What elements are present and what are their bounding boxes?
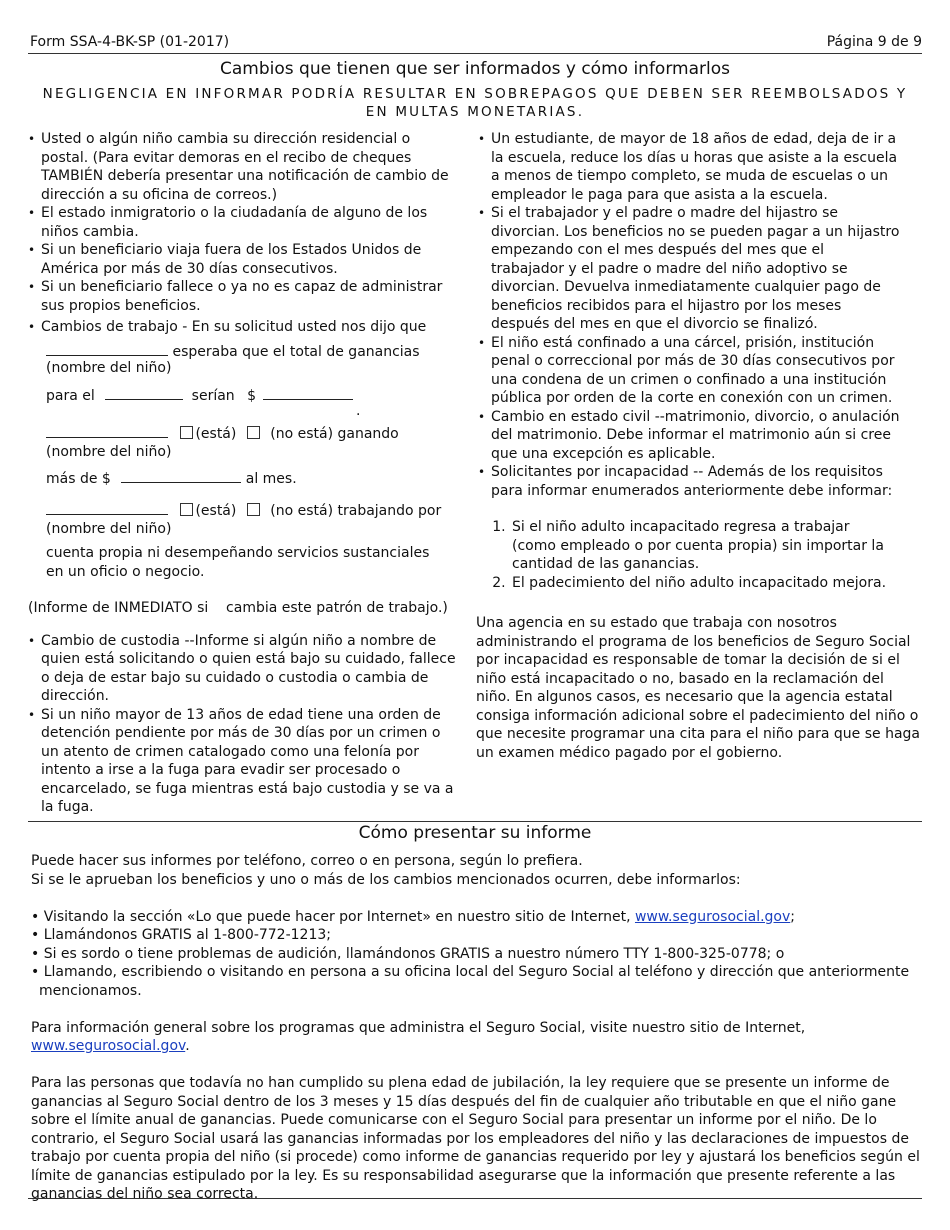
for-the-label: para el <box>46 388 95 404</box>
self-employed-line-2: en un oficio o negocio. <box>46 563 205 580</box>
form-id: Form SSA-4-BK-SP (01-2017) <box>30 34 230 50</box>
list-item: • El niño está confinado a una cárcel, prisión, institución penal o correccional por más de 30 días consecutivos por una condena de un crimen o confinado a una institución pública por orden de la corte en conexión con un crimen. <box>476 334 901 408</box>
year-blank[interactable] <box>105 385 183 400</box>
is-working-checkbox[interactable] <box>180 503 193 516</box>
semicolon: ; <box>790 908 795 925</box>
earnings-blank[interactable] <box>263 385 353 400</box>
dollar-sign: $ <box>247 388 257 404</box>
list-item: 1. Si el niño adulto incapacitado regresa a trabajar (como empleado o por cuenta propia) sin importar la cantidad de las ganancias. <box>510 518 891 574</box>
is-not-earning-checkbox[interactable] <box>247 426 260 439</box>
is-earning-checkbox[interactable] <box>180 426 193 439</box>
list-item: • Cambio de custodia --Informe si algún niño a nombre de quien está solicitando o quien está bajo su cuidado, fallece o deja de estar bajo su cuidado o custodia o cambia de dirección. <box>26 632 458 706</box>
website-link[interactable]: www.segurosocial.gov <box>634 908 791 925</box>
how-to-report-section <box>31 852 921 1204</box>
self-employed-line-1: cuenta propia ni desempeñando servicios sustanciales <box>46 545 430 561</box>
list-item: • Si un beneficiario viaja fuera de los Estados Unidos de América por más de 30 días consecutivos. <box>26 241 458 278</box>
list-item: • Cambios de trabajo - En su solicitud usted nos dijo que <box>26 318 458 337</box>
warning-line-2: EN MULTAS MONETARIAS. <box>365 104 585 120</box>
period-mark: . <box>356 403 361 419</box>
report-option-tty: • Si es sordo o tiene problemas de audición, llamándonos GRATIS a nuestro número TTY 1-800-325-0778; o <box>31 945 785 962</box>
state-agency-paragraph: Una agencia en su estado que trabaja con nosotros administrando el programa de los beneficios de Seguro Social por incapacidad es responsable de tomar la decisión de si el niño está incapacitado o no, basado en la reclamación del niño. En algunos casos, es necesario que la agencia estatal consiga información adicional sobre el padecimiento del niño o que necesite programar una cita para el niño para que se haga un examen médico pagado por el gobierno. <box>476 615 920 761</box>
is-label: (está) <box>195 502 237 519</box>
divider-top <box>28 53 922 54</box>
list-item: • Si un niño mayor de 13 años de edad tiene una orden de detención pendiente por más de 30 días por un crimen o un atento de crimen catalogado como una felonía por intento a irse a la fuga para evadir ser procesado o encarcelado, se fuga mientras está bajo custodia y se va a la fuga. <box>26 706 458 817</box>
list-item: • El estado inmigratorio o la ciudadanía de alguno de los niños cambia. <box>26 204 458 241</box>
change-list-right <box>476 130 921 500</box>
list-item: 2. El padecimiento del niño adulto incapacitado mejora. <box>510 574 891 593</box>
report-option-phone: • Llamándonos GRATIS al 1-800-772-1213; <box>31 927 331 943</box>
warning-line-1: NEGLIGENCIA EN INFORMAR PODRÍA RESULTAR EN SOBREPAGOS QUE DEBEN SER REEMBOLSADOS Y <box>42 86 908 102</box>
child-name-blank-2[interactable] <box>46 423 168 438</box>
report-option-office: • Llamando, escribiendo o visitando en persona a su oficina local del Seguro Social al teléfono y dirección que anteriormente <box>31 964 910 980</box>
period: . <box>185 1038 190 1054</box>
right-column <box>476 130 921 762</box>
list-item: • Solicitantes por incapacidad -- Además de los requisitos para informar enumerados anteriormente debe informar: <box>476 463 901 500</box>
general-info-link-line <box>31 1037 921 1056</box>
immediate-report-note: (Informe de INMEDIATO si cambia este patrón de trabajo.) <box>28 600 448 616</box>
page-number: Página 9 de 9 <box>826 34 922 50</box>
list-item: • Si el trabajador y el padre o madre del hijastro se divorcian. Los beneficios no se pueden pagar a un hijastro empezando con el mes después del mes que el trabajador y el padre o madre del niño adoptivo se divorcian. Devuelva inmediatamente cualquier pago de beneficios recibidos para el hijastro por los meses después del mes en que el divorcio se finalizó. <box>476 204 901 334</box>
expected-text: esperaba que el total de ganancias <box>172 343 420 360</box>
left-column <box>26 130 458 817</box>
child-name-caption: (nombre del niño) <box>46 444 172 460</box>
is-label: (está) <box>195 426 237 442</box>
list-item: • Usted o algún niño cambia su dirección residencial o postal. (Para evitar demoras en el recibo de cheques TAMBIÉN debería presentar una notificación de cambio de dirección a su oficina de correos.) <box>26 130 458 204</box>
earnings-report-paragraph: Para las personas que todavía no han cumplido su plena edad de jubilación, la ley requiere que se presente un informe de ganancias al Seguro Social dentro de los 3 meses y 15 días después del fin de cualquier año tributable en que el niño gane sobre el límite anual de ganancias. Puede comunicarse con el Seguro Social para presentar un informe por el niño. De lo contrario, el Seguro Social usará las ganancias informadas por los empleadores del niño y las declaraciones de impuestos de trabajo por cuenta propia del niño (si procede) como informe de ganancias requerido por ley y ajustará los beneficios según el límite de ganancias estipulado por la ley. Es su responsabilidad asegurarse que la información que presente referente a las ganancias del niño sea correcta. <box>31 1075 920 1202</box>
work-change-form <box>26 341 458 582</box>
child-name-blank-3[interactable] <box>46 500 168 515</box>
list-item: • Si un beneficiario fallece o ya no es capaz de administrar sus propios beneficios. <box>26 278 458 315</box>
intro-line-2: Si se le aprueban los beneficios y uno o más de los cambios mencionados ocurren, debe informarlos: <box>31 871 741 888</box>
child-name-caption: (nombre del niño) <box>46 520 172 537</box>
per-month-label: al mes. <box>245 470 297 487</box>
list-item: • Un estudiante, de mayor de 18 años de edad, deja de ir a la escuela, reduce los días u horas que asiste a la escuela a menos de tiempo completo, se muda de escuelas o un empleador le paga para que asista a la escuela. <box>476 130 901 204</box>
internet-option-text: • Visitando la sección «Lo que puede hacer por Internet» en nuestro sitio de Internet, <box>31 908 635 925</box>
is-not-working-label: (no está) trabajando por <box>270 502 442 519</box>
section-title-changes: Cambios que tienen que ser informados y cómo informarlos <box>220 59 730 79</box>
is-not-earning-label: (no está) ganando <box>270 426 399 442</box>
disability-requirements-list <box>476 518 921 592</box>
is-not-working-checkbox[interactable] <box>247 503 260 516</box>
section-title-how-to-report: Cómo presentar su informe <box>358 823 592 843</box>
list-item: • Cambio en estado civil --matrimonio, divorcio, o anulación del matrimonio. Debe informar el matrimonio aún si cree que una excepción es aplicable. <box>476 408 901 464</box>
report-option-internet <box>31 908 921 927</box>
divider-bottom <box>28 1198 922 1199</box>
monthly-amount-blank[interactable] <box>121 468 241 483</box>
child-name-blank-1[interactable] <box>46 341 168 356</box>
child-name-caption: (nombre del niño) <box>46 359 172 376</box>
change-list-top <box>26 130 458 337</box>
intro-line-1: Puede hacer sus informes por teléfono, correo o en persona, según lo prefiera. <box>31 853 583 869</box>
general-info-text: Para información general sobre los programas que administra el Seguro Social, visite nuestro sitio de Internet, <box>31 1019 806 1036</box>
change-list-bottom <box>26 632 458 817</box>
would-be-label: serían <box>191 388 235 404</box>
more-than-label: más de $ <box>46 470 111 487</box>
report-option-office-cont: mencionamos. <box>39 982 142 999</box>
divider-middle <box>28 821 922 822</box>
website-link[interactable]: www.segurosocial.gov <box>31 1038 186 1054</box>
